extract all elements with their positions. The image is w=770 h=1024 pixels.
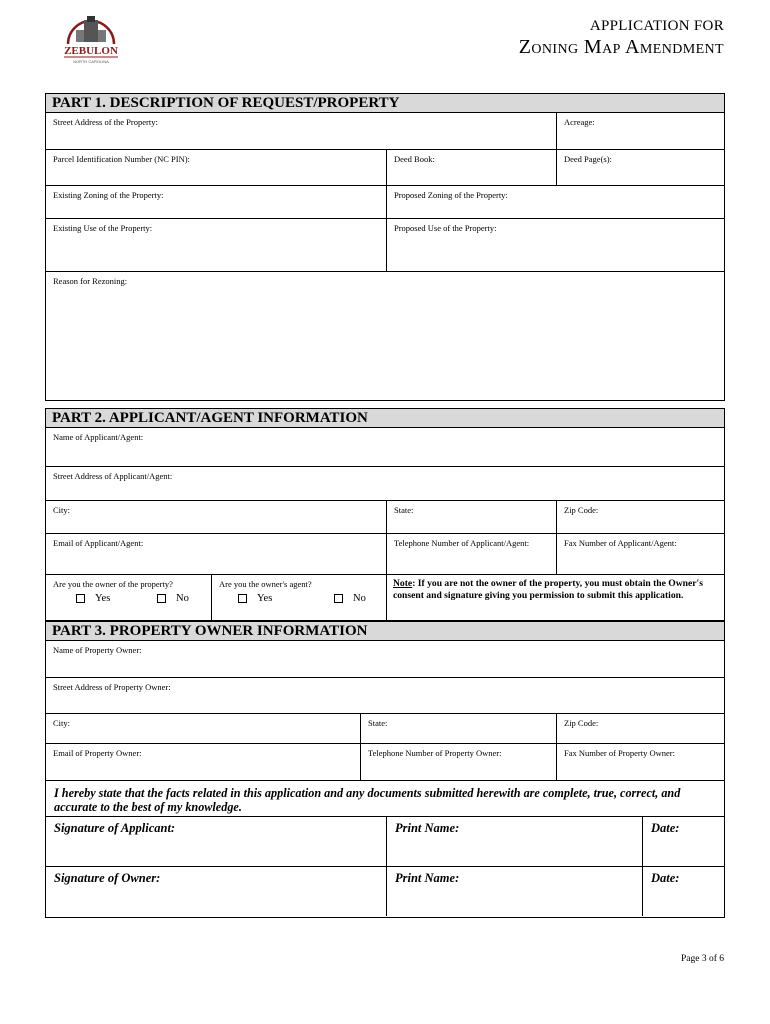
proposed-use-field[interactable] bbox=[386, 219, 724, 271]
applicant-city-field[interactable] bbox=[46, 501, 386, 533]
existing-use-label: Existing Use of the Property: bbox=[53, 223, 153, 233]
page-number: Page 3 of 6 bbox=[680, 954, 724, 964]
owner-no-label: No bbox=[176, 593, 189, 604]
town-logo bbox=[56, 14, 126, 66]
street-address-label: Street Address of the Property: bbox=[53, 117, 158, 127]
owner-email-label: Email of Property Owner: bbox=[53, 748, 142, 758]
part2-section bbox=[45, 408, 725, 621]
p3-row-city bbox=[46, 714, 724, 744]
p2-row-city bbox=[46, 501, 724, 534]
acreage-field[interactable] bbox=[556, 113, 724, 149]
owner-street-label: Street Address of Property Owner: bbox=[53, 682, 171, 692]
owner-question-label: Are you the owner of the property? bbox=[53, 579, 173, 589]
agent-no-checkbox[interactable] bbox=[334, 594, 343, 603]
applicant-phone-field[interactable] bbox=[386, 534, 556, 574]
parcel-id-label: Parcel Identification Number (NC PIN): bbox=[53, 154, 190, 164]
existing-use-field[interactable] bbox=[46, 219, 386, 271]
p3-row-contact bbox=[46, 744, 724, 781]
owner-name-field[interactable] bbox=[46, 641, 724, 677]
deed-pages-field[interactable] bbox=[556, 150, 724, 185]
applicant-date-label: Date: bbox=[651, 821, 680, 835]
logo-text: ZEBULON bbox=[64, 45, 118, 57]
owner-city-field[interactable] bbox=[46, 714, 360, 743]
owner-print-name-label: Print Name: bbox=[395, 871, 460, 885]
owner-email-field[interactable] bbox=[46, 744, 360, 780]
agent-no-label: No bbox=[353, 593, 366, 604]
deed-pages-label: Deed Page(s): bbox=[564, 154, 612, 164]
owner-signature-field[interactable] bbox=[46, 867, 386, 916]
agent-question-label: Are you the owner's agent? bbox=[219, 579, 312, 589]
form-title-line2: Zoning Map Amendment bbox=[518, 36, 724, 58]
p2-row-owner-questions bbox=[46, 575, 724, 620]
applicant-state-field[interactable] bbox=[386, 501, 556, 533]
owner-fax-label: Fax Number of Property Owner: bbox=[564, 748, 675, 758]
applicant-state-label: State: bbox=[394, 505, 414, 515]
acreage-label: Acreage: bbox=[564, 117, 595, 127]
proposed-use-label: Proposed Use of the Property: bbox=[394, 223, 497, 233]
owner-state-field[interactable] bbox=[360, 714, 556, 743]
applicant-print-name-label: Print Name: bbox=[395, 821, 460, 835]
applicant-fax-field[interactable] bbox=[556, 534, 724, 574]
part3-section bbox=[45, 621, 725, 918]
owner-yes-option[interactable] bbox=[76, 593, 110, 604]
part3-heading: PART 3. PROPERTY OWNER INFORMATION bbox=[46, 622, 724, 641]
agent-question bbox=[211, 575, 386, 620]
part2-heading: PART 2. APPLICANT/AGENT INFORMATION bbox=[46, 409, 724, 428]
note-title: Note bbox=[393, 578, 413, 589]
owner-name-label: Name of Property Owner: bbox=[53, 645, 142, 655]
p1-row-reason bbox=[46, 272, 724, 400]
applicant-signature-field[interactable] bbox=[46, 817, 386, 866]
parcel-id-field[interactable] bbox=[46, 150, 386, 185]
deed-book-label: Deed Book: bbox=[394, 154, 435, 164]
applicant-city-label: City: bbox=[53, 505, 71, 515]
note-body: : If you are not the owner of the property, you must obtain the Owner's consent and signature giving you permission to submit this application. bbox=[393, 578, 703, 601]
agent-yes-option[interactable] bbox=[238, 593, 272, 604]
owner-yes-checkbox[interactable] bbox=[76, 594, 85, 603]
reason-label: Reason for Rezoning: bbox=[53, 276, 128, 286]
p2-row-name bbox=[46, 428, 724, 467]
owner-zip-field[interactable] bbox=[556, 714, 724, 743]
proposed-zoning-field[interactable] bbox=[386, 186, 724, 218]
existing-zoning-label: Existing Zoning of the Property: bbox=[53, 190, 164, 200]
p1-row-parcel bbox=[46, 150, 724, 186]
applicant-date-field[interactable] bbox=[642, 817, 724, 866]
owner-no-option[interactable] bbox=[157, 593, 189, 604]
owner-print-name-field[interactable] bbox=[386, 867, 642, 916]
owner-note bbox=[386, 575, 724, 620]
applicant-street-field[interactable] bbox=[46, 467, 724, 500]
reason-field[interactable] bbox=[46, 272, 724, 400]
p1-row-address bbox=[46, 113, 724, 150]
p3-row-street bbox=[46, 678, 724, 714]
owner-yes-label: Yes bbox=[95, 593, 111, 604]
logo-subtext: NORTH CAROLINA bbox=[73, 59, 109, 64]
street-address-field[interactable] bbox=[46, 113, 556, 149]
applicant-zip-label: Zip Code: bbox=[564, 505, 599, 515]
applicant-street-label: Street Address of Applicant/Agent: bbox=[53, 471, 173, 481]
p2-row-contact bbox=[46, 534, 724, 575]
agent-yes-label: Yes bbox=[257, 593, 273, 604]
proposed-zoning-label: Proposed Zoning of the Property: bbox=[394, 190, 508, 200]
owner-state-label: State: bbox=[368, 718, 388, 728]
owner-signature-label: Signature of Owner: bbox=[54, 871, 161, 885]
owner-date-label: Date: bbox=[651, 871, 680, 885]
existing-zoning-field[interactable] bbox=[46, 186, 386, 218]
owner-note-text bbox=[393, 578, 716, 601]
owner-phone-field[interactable] bbox=[360, 744, 556, 780]
p1-row-zoning bbox=[46, 186, 724, 219]
applicant-fax-label: Fax Number of Applicant/Agent: bbox=[564, 538, 677, 548]
p3-row-statement bbox=[46, 781, 724, 817]
p1-row-use bbox=[46, 219, 724, 272]
applicant-name-field[interactable] bbox=[46, 428, 724, 466]
owner-city-label: City: bbox=[53, 718, 71, 728]
owner-street-field[interactable] bbox=[46, 678, 724, 713]
applicant-phone-label: Telephone Number of Applicant/Agent: bbox=[394, 538, 530, 548]
owner-date-field[interactable] bbox=[642, 867, 724, 916]
applicant-zip-field[interactable] bbox=[556, 501, 724, 533]
p3-row-sig-owner bbox=[46, 867, 724, 916]
applicant-email-field[interactable] bbox=[46, 534, 386, 574]
p3-row-sig-applicant bbox=[46, 817, 724, 867]
deed-book-field[interactable] bbox=[386, 150, 556, 185]
p3-row-name bbox=[46, 641, 724, 678]
owner-zip-label: Zip Code: bbox=[564, 718, 599, 728]
p2-row-street bbox=[46, 467, 724, 501]
part1-heading: PART 1. DESCRIPTION OF REQUEST/PROPERTY bbox=[46, 94, 724, 113]
applicant-name-label: Name of Applicant/Agent: bbox=[53, 432, 144, 442]
owner-no-checkbox[interactable] bbox=[157, 594, 166, 603]
applicant-signature-label: Signature of Applicant: bbox=[54, 821, 176, 835]
form-title-line1: APPLICATION FOR bbox=[589, 18, 724, 34]
certification-statement: I hereby state that the facts related in this application and any documents submitted herewith are complete, true, correct, and accurate to the best of my knowledge. bbox=[54, 786, 681, 814]
owner-fax-field[interactable] bbox=[556, 744, 724, 780]
applicant-print-name-field[interactable] bbox=[386, 817, 642, 866]
agent-no-option[interactable] bbox=[334, 593, 366, 604]
part1-section bbox=[45, 93, 725, 401]
agent-yes-checkbox[interactable] bbox=[238, 594, 247, 603]
applicant-email-label: Email of Applicant/Agent: bbox=[53, 538, 144, 548]
owner-question bbox=[46, 575, 211, 620]
owner-phone-label: Telephone Number of Property Owner: bbox=[368, 748, 502, 758]
